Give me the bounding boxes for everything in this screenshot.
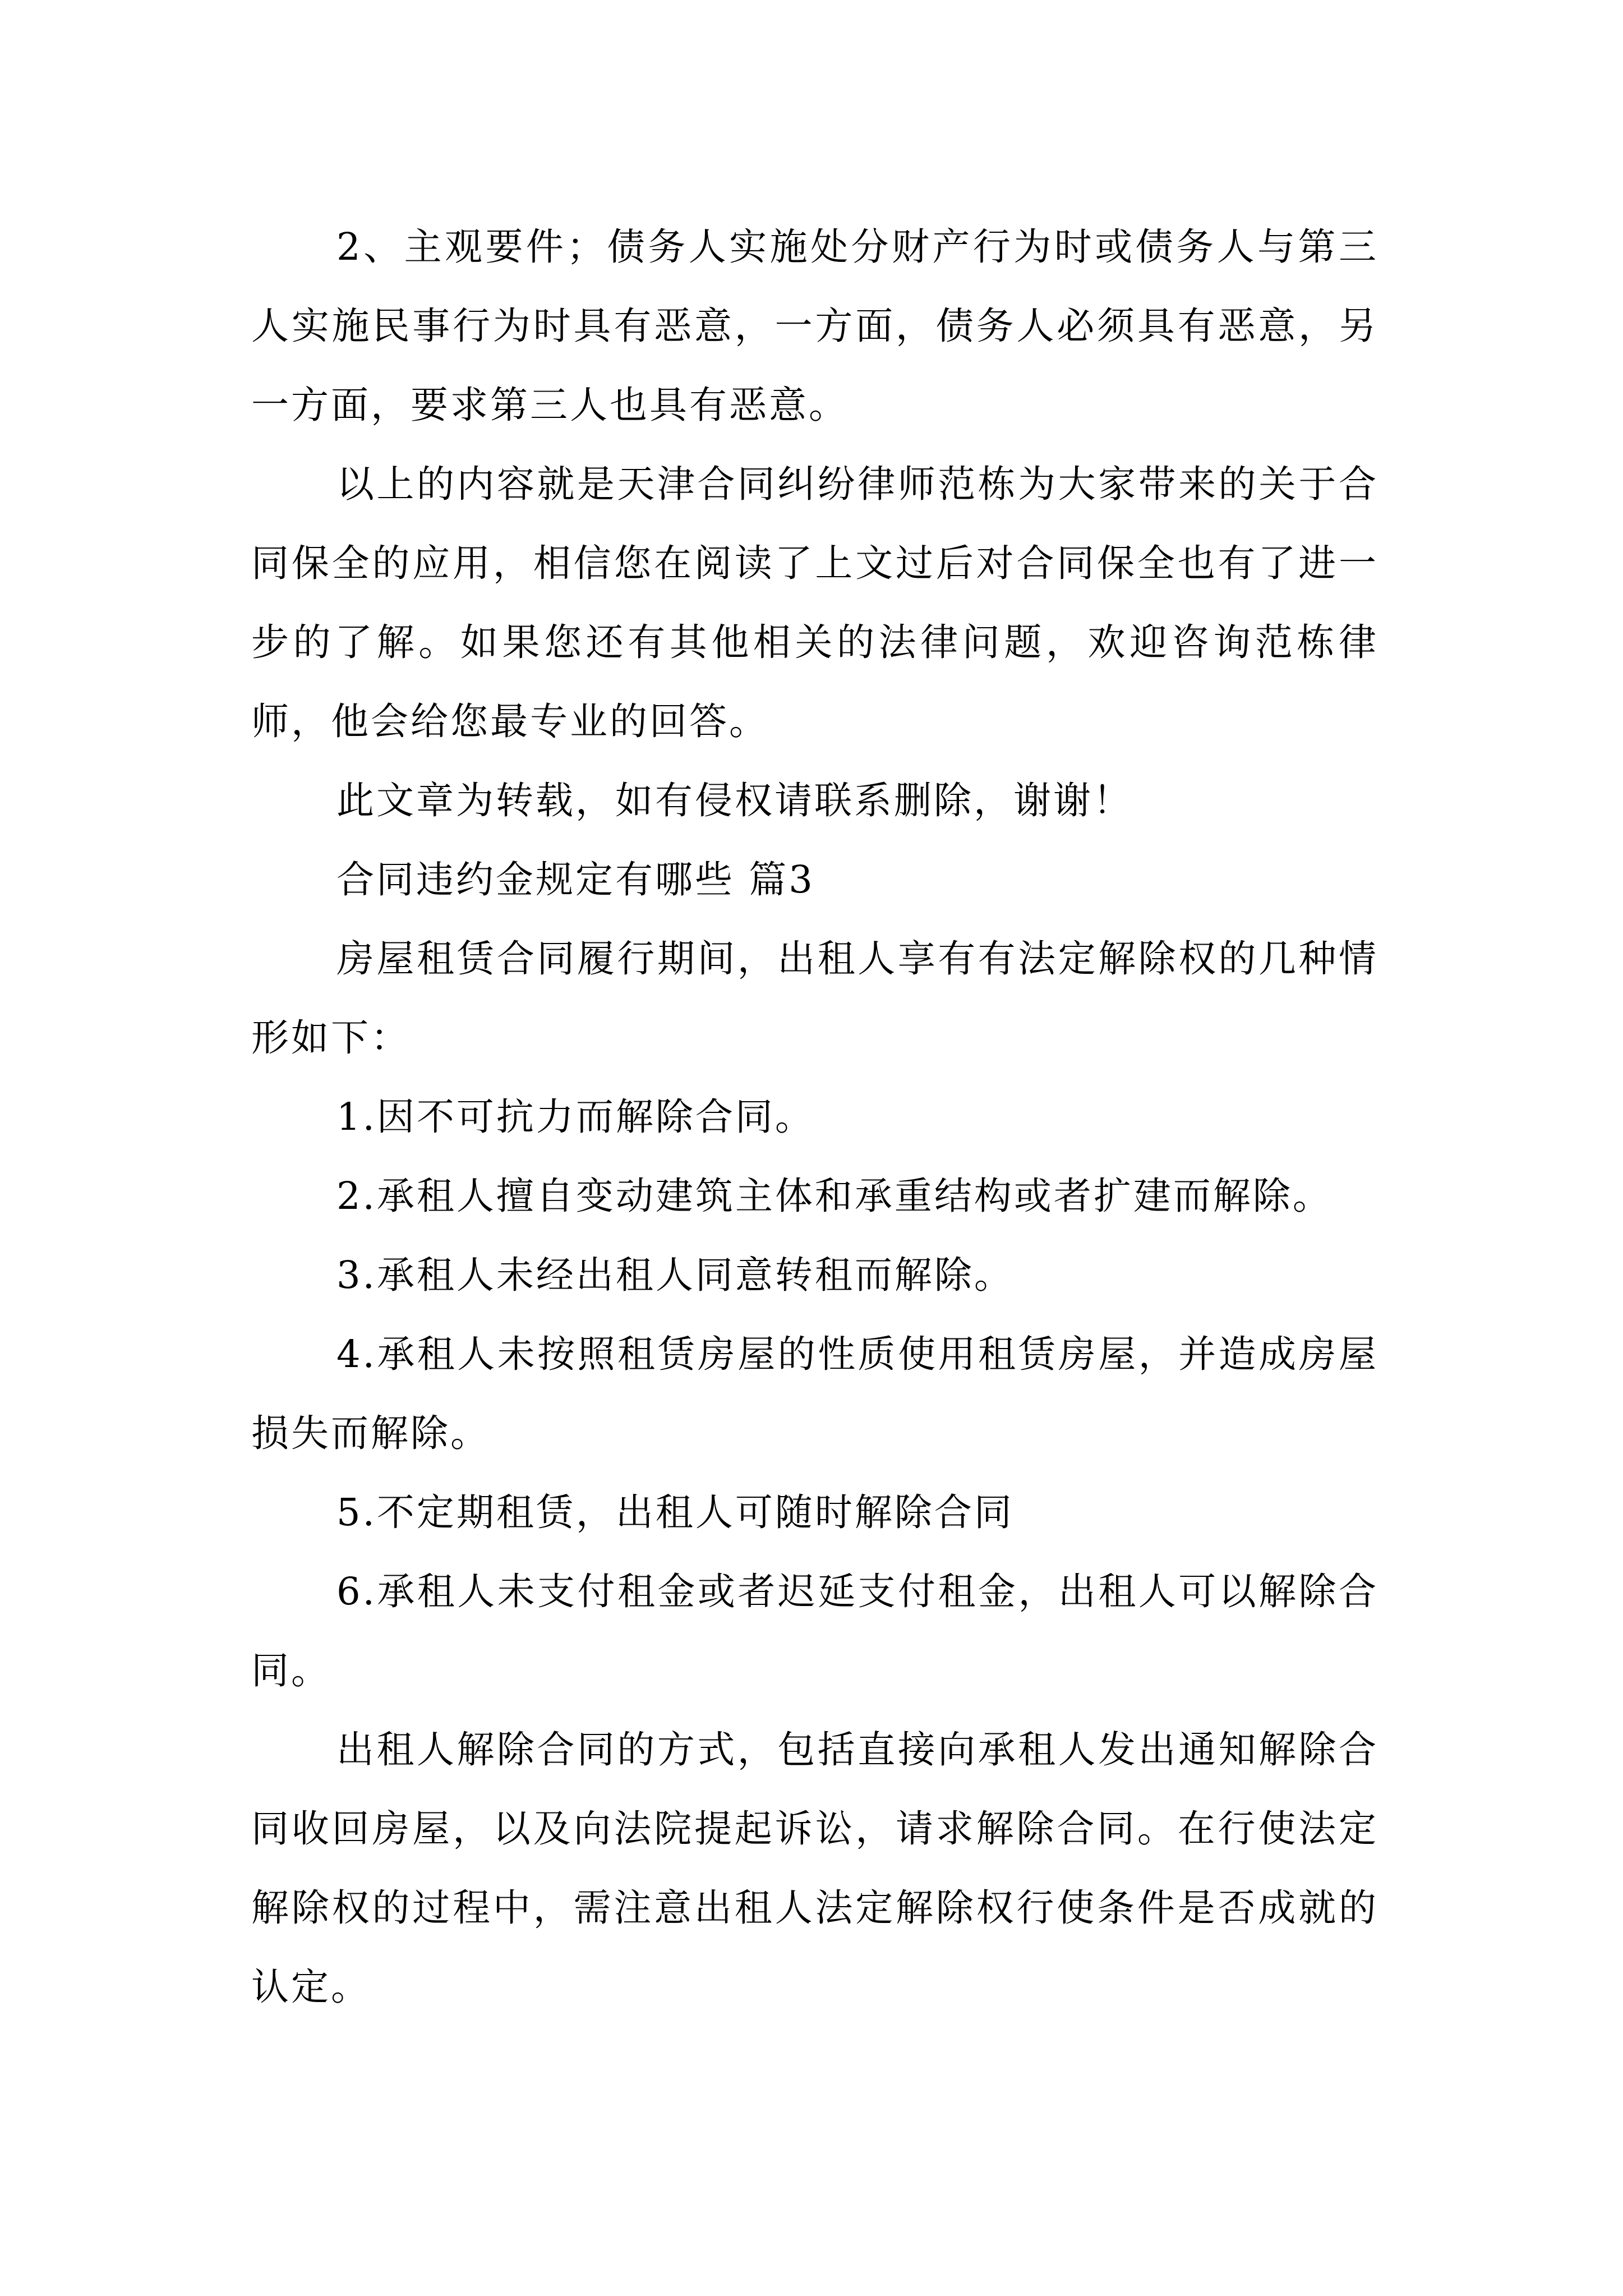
list-item-3: 3.承租人未经出租人同意转租而解除。 <box>336 1253 1014 1297</box>
paragraph-termination-method: 出租人解除合同的方式，包括直接向承租人发出通知解除合同收回房屋，以及向法院提起诉讼，请求解除合同。在行使法定解除权的过程中，需注意出租人法定解除权行使条件是否成就的认定。 <box>251 1728 1378 2009</box>
paragraph-conclusion: 以上的内容就是天津合同纠纷律师范栋为大家带来的关于合同保全的应用，相信您在阅读了上文过后对合同保全也有了进一步的了解。如果您还有其他相关的法律问题，欢迎咨询范栋律师，他会给您最专业的回答。 <box>251 462 1378 743</box>
paragraph-subjective-element: 2、主观要件；债务人实施处分财产行为时或债务人与第三人实施民事行为时具有恶意，一方面，债务人必须具有恶意，另一方面，要求第三人也具有恶意。 <box>251 225 1378 427</box>
paragraph-reprint-notice: 此文章为转载，如有侵权请联系删除，谢谢！ <box>336 779 1133 822</box>
paragraph-intro: 房屋租赁合同履行期间，出租人享有有法定解除权的几种情形如下： <box>251 937 1378 1060</box>
section-heading: 合同违约金规定有哪些 篇3 <box>336 858 815 901</box>
list-item-1: 1.因不可抗力而解除合同。 <box>336 1095 815 1139</box>
list-item-2: 2.承租人擅自变动建筑主体和承重结构或者扩建而解除。 <box>336 1174 1332 1218</box>
list-item-6: 6.承租人未支付租金或者迟延支付租金，出租人可以解除合同。 <box>251 1570 1378 1692</box>
list-item-4: 4.承租人未按照租赁房屋的性质使用租赁房屋，并造成房屋损失而解除。 <box>251 1332 1378 1455</box>
list-item-5: 5.不定期租赁，出租人可随时解除合同 <box>336 1490 1014 1534</box>
document-body <box>251 208 1378 2027</box>
